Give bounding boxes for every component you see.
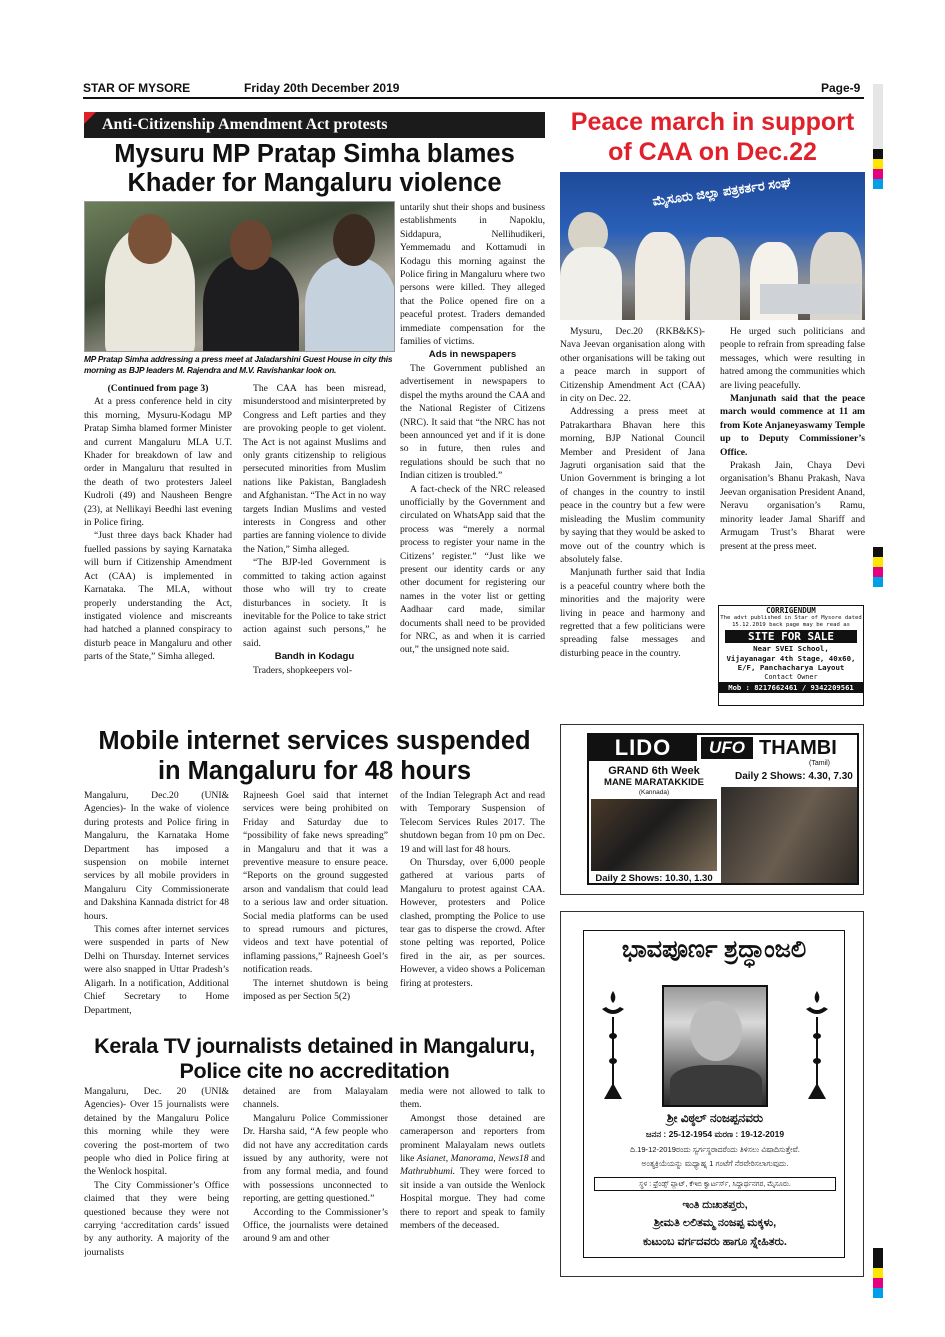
story4-headline-line1: Kerala TV journalists detained in Mangaluru,	[94, 1034, 535, 1058]
paragraph: Manjunath further said that India is a peaceful country where both the minorities and the majority were living in peace and harmony and regretted that a few politicians were spreading false messages and disturbing peace in the country.	[560, 567, 705, 659]
masthead-name: STAR OF MYSORE	[83, 81, 191, 95]
movie2-language: (Tamil)	[809, 760, 830, 767]
story2-column-1	[560, 325, 705, 710]
text-run: and	[528, 1153, 545, 1165]
paragraph: At a press conference held in city this morning, Mysuru-Kodagu MP Pratap Simha blamed former Minister and current Mangaluru MLA U.T. Khader for breakdown of law and order in Mangaluru that resulted in the death of two protesters Jaleel Kudroli (49) and Nausheen Bengre (23), at Nellikayi Beedhi last evening in Police firing.	[84, 396, 232, 529]
birth-death-dates: ಜನನ : 25-12-1954 ಮರಣ : 19-12-2019	[645, 1129, 785, 1139]
site-for-sale-ad	[718, 605, 864, 706]
story1-column-2	[243, 382, 386, 722]
story4-headline-line2: Police cite no accreditation	[179, 1059, 450, 1083]
story1-column-3	[400, 201, 545, 722]
story1-headline	[84, 140, 545, 198]
name-board	[760, 284, 860, 314]
story3-column-2	[243, 789, 388, 1029]
story4-column-2	[243, 1085, 388, 1270]
obituary-line: ದಿ.19-12-2019ರಂದು ಸ್ವರ್ಗಸ್ಥರಾದರೆಂದು ತಿಳಿಸಲು ವಿಷಾದಿಸುತ್ತೇವೆ.	[630, 1145, 800, 1154]
sale-line: E/F, Panchacharya Layout	[737, 663, 845, 672]
story2-headline-line1: Peace march in support	[570, 108, 855, 136]
portrait-photo	[662, 985, 768, 1107]
movie1-title: MANE MARATAKKIDE	[604, 777, 704, 788]
obituary-frame	[583, 930, 845, 1258]
story3-headline	[84, 726, 545, 786]
paragraph: According to the Commissioner’s Office, the journalists were detained around 9 am and other	[243, 1206, 388, 1245]
issue-date: Friday 20th December 2019	[244, 81, 400, 95]
person-right	[305, 257, 395, 352]
sale-line: Vijayanagar 4th Stage, 40x60,	[726, 653, 856, 663]
obituary-line: ಅಂತ್ಯಕ್ರಿಯೆಯನ್ನು ಮಧ್ಯಾಹ್ನ 1 ಗಂಟೆಗೆ ನೆರವೇರಿಸಲಾಗುವುದು.	[641, 1159, 789, 1168]
story4-column-3	[400, 1085, 545, 1270]
family-line: ಇಂತಿ ದುಃಖತಪ್ತರು,	[682, 1199, 748, 1211]
story1-column-1	[84, 382, 232, 722]
ufo-logo: UFO	[701, 737, 753, 759]
registration-marks-top	[873, 84, 883, 194]
subhead-ads: Ads in newspapers	[428, 349, 517, 361]
paragraph: The internet shutdown is being imposed as per Section 5(2)	[243, 977, 388, 1003]
paragraph: Mysuru, Dec.20 (RKB&KS)- Nava Jeevan organisation along with other organisations will be taking out a peace march in support of Citizenship Amendment Act (CAA) in city on Dec. 22.	[560, 326, 705, 405]
story2-headline	[560, 107, 865, 167]
outlet-names: Asianet, Manorama, News18	[416, 1153, 529, 1165]
family-line: ಶ್ರೀಮತಿ ಲಲಿತಮ್ಮ ನಂಜಪ್ಪ ಮಕ್ಕಳು,	[653, 1217, 777, 1229]
sale-line: Near SVEI School,	[753, 644, 829, 653]
text-run: They were forced to sit inside a van outside the Wenlock Hospital morgue. They had come there to report and speak to family members of the deceased.	[400, 1166, 545, 1232]
story2-headline-line2: of CAA on Dec.22	[608, 138, 817, 166]
story3-headline-line2: in Mangaluru for 48 hours	[157, 757, 472, 785]
person-left-head	[128, 214, 172, 264]
person	[635, 232, 685, 320]
oil-lamp-left-icon	[602, 991, 624, 1101]
paragraph: On Thursday, over 6,000 people gathered at various parts of Mangaluru to protest against CAA. However, protesters and Police clashed, prompting the Police to use tear gas to disperse the crowd. After stone pelting was reported, Police fired in the air, as per sources. However, a video shows a Policeman firing at protesters.	[400, 857, 545, 989]
story1-headline-line2: Khader for Mangaluru violence	[127, 169, 502, 197]
paragraph: The City Commissioner’s Office claimed that they were being questioned because they were not carrying ‘accreditation cards’ issued by any authority. A majority of the journalists	[84, 1179, 229, 1258]
text-run: Amongst those detained are cameraperson and reporters from prominent Malayalam news outlets like	[400, 1112, 545, 1165]
paragraph: Prakash Jain, Chaya Devi organisation’s Bhanu Prakash, Nava Jeevan organisation President Anand, Neravu organisation’s Ramu, minority leader Jamal Shariff and Armugam Trust’s Bharat were present at the press meet.	[720, 460, 865, 552]
portrait-face	[690, 1001, 742, 1061]
corrigendum-note: 15.12.2019 back page may be read as	[732, 622, 850, 628]
person-right-head	[333, 214, 375, 266]
obituary-title: ಭಾವಪೂರ್ಣ ಶ್ರದ್ಧಾಂಜಲಿ	[621, 936, 807, 963]
obituary-ad	[560, 911, 864, 1277]
paragraph: of the Indian Telegraph Act and read with Temporary Suspension of Telecom Services Rules 2017. The shutdown began from 10 pm on Dec. 19 and will last for 48 hours.	[400, 790, 545, 855]
deceased-name: ಶ್ರೀ ವಿಠ್ಠಲ್ ನಂಜಪ್ಪನವರು	[666, 1111, 764, 1125]
movie1-poster	[591, 799, 717, 871]
story3-column-3	[400, 789, 545, 1029]
continued-note: (Continued from page 3)	[107, 383, 209, 394]
sale-phone: Mob : 8217662461 / 9342209561	[719, 682, 863, 693]
funeral-address: ಸ್ಥಳ : ಫ್ರೆಂಡ್ಸ್‌ ಪ್ಲಾಟ್, ಕೆಇಬಿ ಕ್ವಾರ್ಟರ್ಸ್, ಸಿದ್ದಾರ್ಥನಗರ, ಮೈಸೂರು.	[594, 1177, 836, 1191]
paragraph: Rajneesh Goel said that internet services were being prohibited on Friday and Saturday due to “possibility of fake news spreading” in Mangaluru and that it was a preventive measure to ensure peace. “Reports on the ground suggested arson and vandalism that could lead to a serious law and order situation. Social media platforms can be used to spread rumours and pictures, videos and text have potential of inflaming passions,” Rajneesh Goel’s notification reads.	[243, 790, 388, 976]
page-number: Page-9	[821, 81, 861, 95]
paragraph: “Just three days back Khader had fuelled passions by saying Karnataka will burn if Citizenship Amendment Act (CAA) is implemented in Karnataka. The MLA, without properly understanding the Act, instigated violence and miscreants had hatched a planned conspiracy to disturb peace in Mangaluru and other parts of the State,” Simha alleged.	[84, 530, 232, 663]
paragraph: Addressing a press meet at Patrakarthara Bhavan here this morning, BJP National Council Member and President of Jana Jagruti organisation said that the Union Government is bringing a lot of changes in the country to instil peace in the country but a few were misleading the Muslim community by saying that they would be asked to move out of the country which is absolutely false.	[560, 406, 705, 565]
paragraph: detained are from Malayalam channels.	[243, 1086, 388, 1111]
story1-headline-line1: Mysuru MP Pratap Simha blames	[114, 140, 515, 168]
paragraph: The Government published an advertisement in newspapers to dispel the myths around the CAA and the National Register of Citizens (NRC). It said that “the NRC has not been announced yet and if it is done so in future, then rules and regulations should be such that no Indian citizen is troubled.”	[400, 362, 545, 482]
sale-line: Contact Owner	[764, 672, 818, 681]
kicker-text: Anti-Citizenship Amendment Act protests	[102, 116, 388, 133]
story4-column-1	[84, 1085, 229, 1270]
paragraph: Mangaluru, Dec.20 (UNI& Agencies)- In the wake of violence during protests and Police firing in Mangaluru, the Karnataka Home Department has imposed a suspension on mobile internet services by all mobile providers in Mangaluru City Commissionerate and Dakshina Kannada district for 48 hours.	[84, 790, 229, 922]
paragraph: “The BJP-led Government is committed to taking action against those who will try to create disturbances in society. It is inevitable for the Police to take strict action against such persons,” he said.	[243, 557, 386, 649]
oil-lamp-left	[602, 991, 624, 1101]
movie2-poster	[721, 787, 859, 885]
movie2-title: THAMBI	[759, 737, 837, 759]
banner-text: ಮೈಸೂರು ಜಿಲ್ಲಾ ಪತ್ರಕರ್ತರ ಸಂಘ	[651, 174, 792, 209]
kicker-corner-mark	[84, 112, 96, 124]
person-centre-head	[230, 220, 272, 270]
movie1-shows: Daily 2 Shows: 10.30, 1.30	[595, 873, 713, 884]
story3-headline-line1: Mobile internet services suspended	[98, 727, 531, 755]
photo-caption: MP Pratap Simha addressing a press meet at Jaladarshini Guest House in city this morning as BJP leaders M. Rajendra and M.V. Ravishankar look on.	[84, 354, 393, 375]
person	[560, 247, 622, 320]
corrigendum-note: The advt published in Star of Mysore dated	[720, 615, 862, 621]
movie-ad-frame	[587, 733, 859, 885]
paragraph: media were not allowed to talk to them.	[400, 1086, 545, 1111]
subhead-bandh: Bandh in Kodagu	[274, 651, 355, 663]
story2-column-2	[720, 325, 865, 597]
story3-column-1	[84, 789, 229, 1029]
oil-lamp-right-icon	[806, 991, 828, 1101]
oil-lamp-right	[806, 991, 828, 1101]
paragraph: untarily shut their shops and business establishments in Napoklu, Siddapura, Nellihudikeri, Yemmemadu and Kottamudi in Kodagu this morning against the Police firing in Mangaluru where two persons were killed. They alleged that the Police opened fire on a peaceful protest. Traders demanded immediate compensation for the families of victims.	[400, 202, 545, 348]
press-meet-photo	[84, 201, 395, 352]
paragraph: The CAA has been misread, misunderstood and misinterpreted by Congress and Left parties and they are provoking people to get violent. The Act is not against Muslims and only grants citizenship to religious persecuted minorities from Muslim nations like Pakistan, Bangladesh and Afghanistan. “The Act in no way targets Indian Muslims and vested interests in Congress and other parties are fanning violence to divide the Nation,” Simha alleged.	[243, 383, 386, 555]
paragraph: This comes after internet services were suspended in parts of New Delhi on Thursday. Internet services were also snapped in Uttar Pradesh’s Aligarh. In a notification, Additional Chief Secretary to Home Department,	[84, 924, 229, 1016]
paragraph: Mangaluru, Dec. 20 (UNI& Agencies)- Over 15 journalists were detained by the Mangaluru Police this morning while they were covering the post-mortem of two people who died in Police firing at the Wenlock hospital.	[84, 1086, 229, 1178]
family-line: ಕುಟುಂಬ ವರ್ಗದವರು ಹಾಗೂ ಸ್ನೇಹಿತರು.	[643, 1236, 787, 1248]
paragraph: He urged such politicians and people to refrain from spreading false messages, which were resulting in hatred among the communities which are living peacefully.	[720, 326, 865, 391]
paragraph: Traders, shopkeepers vol-	[253, 664, 353, 676]
kicker-bar	[84, 112, 545, 138]
person	[690, 237, 740, 320]
registration-marks-bottom	[873, 1248, 883, 1328]
movie1-language: (Kannada)	[638, 789, 670, 796]
registration-marks-mid	[873, 547, 883, 607]
theatre-name: LIDO	[589, 735, 697, 761]
header-rule	[83, 97, 864, 99]
paragraph: A fact-check of the NRC released unofficially by the Government and circulated on WhatsApp said that the process was “merely a normal process to register your name in the Citizens’ register.” “Just like we present our identity cards or any other document for registering our names in the voter list or getting Aadhaar card made, similar documents shall need to be provided for NRC, as and when it is carried out,” the unsigned note said.	[400, 483, 545, 656]
week-label: GRAND 6th Week	[608, 765, 700, 777]
paragraph: Mangaluru Police Commissioner Dr. Harsha said, “A few people who did not have any accreditation cards issued by any authority, were not from any formal media, and found with possessions unconnected to reporting, are getting questioned.”	[243, 1112, 388, 1205]
story4-headline	[84, 1034, 545, 1084]
corrigendum-title: CORRIGENDUM	[766, 606, 816, 615]
peace-march-photo	[560, 172, 865, 320]
sale-banner: SITE FOR SALE	[725, 630, 857, 643]
portrait-body	[670, 1065, 762, 1105]
movie2-shows: Daily 2 Shows: 4.30, 7.30	[735, 771, 853, 782]
outlet-name: Mathrubhumi.	[400, 1166, 456, 1178]
lido-movie-ad	[560, 724, 864, 895]
paragraph-bold: Manjunath said that the peace march would commence at 11 am from Kote Anjaneyaswamy Temple up to Deputy Commissioner’s Office.	[720, 393, 865, 458]
